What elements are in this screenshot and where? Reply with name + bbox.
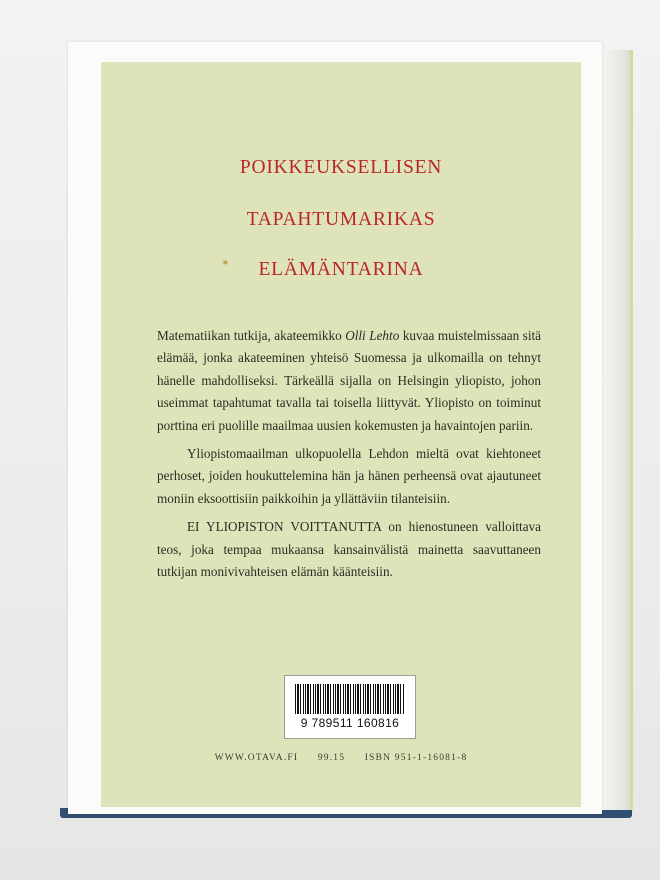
publisher-website: WWW.OTAVA.FI bbox=[214, 753, 299, 763]
blurb-paragraph-2: Yliopistomaailman ulkopuolella Lehdon mieltä ovat kiehtoneet perhoset, joiden houkuttelemina hän ja hänen perheensä ovat ajautuneet moniin eksoottisiin paikkoihin ja yllättäviin tilanteisiin. bbox=[157, 446, 541, 506]
author-name: Olli Lehto bbox=[345, 328, 400, 343]
product-code: 99.15 bbox=[317, 753, 346, 763]
blurb-p1-rest: kuvaa muistelmissaan sitä elämää, jonka akateeminen yhteisö Suomessa ja ulkomailla on tehnyt hänelle mahdolliseksi. Tärkeällä sijalla on Helsingin yliopisto, johon useimmat tapahtumat tavalla tai toisella liittyvät. Yliopisto on toiminut porttina eri puolille maailmaa uusien kokemusten ja havaintojen pariin. bbox=[157, 328, 541, 433]
publisher-footer bbox=[101, 753, 581, 763]
cover-panel bbox=[101, 62, 581, 807]
heading-3: ELÄMÄNTARINA bbox=[258, 259, 424, 280]
barcode-bars bbox=[295, 684, 405, 714]
blurb-paragraph-3: EI YLIOPISTON VOITTANUTTA on hienostuneen valloittava teos, joka tempaa mukaansa kansainvälistä mainetta saavuttaneen tutkijan monivivahteisen elämän käänteisiin. bbox=[157, 519, 541, 580]
heading-2: TAPAHTUMARIKAS bbox=[246, 209, 436, 230]
isbn-barcode bbox=[284, 675, 416, 739]
blurb-paragraph-1 bbox=[157, 325, 541, 437]
isbn-text: ISBN 951-1-16081-8 bbox=[364, 753, 468, 763]
ornament-icon: ✶ bbox=[221, 258, 230, 269]
blurb-p1-start: Matematiikan tutkija, akateemikko bbox=[157, 328, 346, 343]
heading-1: POIKKEUKSELLISEN bbox=[239, 157, 443, 178]
barcode-digits: 9 789511 160816 bbox=[300, 716, 400, 730]
blurb bbox=[157, 325, 541, 583]
